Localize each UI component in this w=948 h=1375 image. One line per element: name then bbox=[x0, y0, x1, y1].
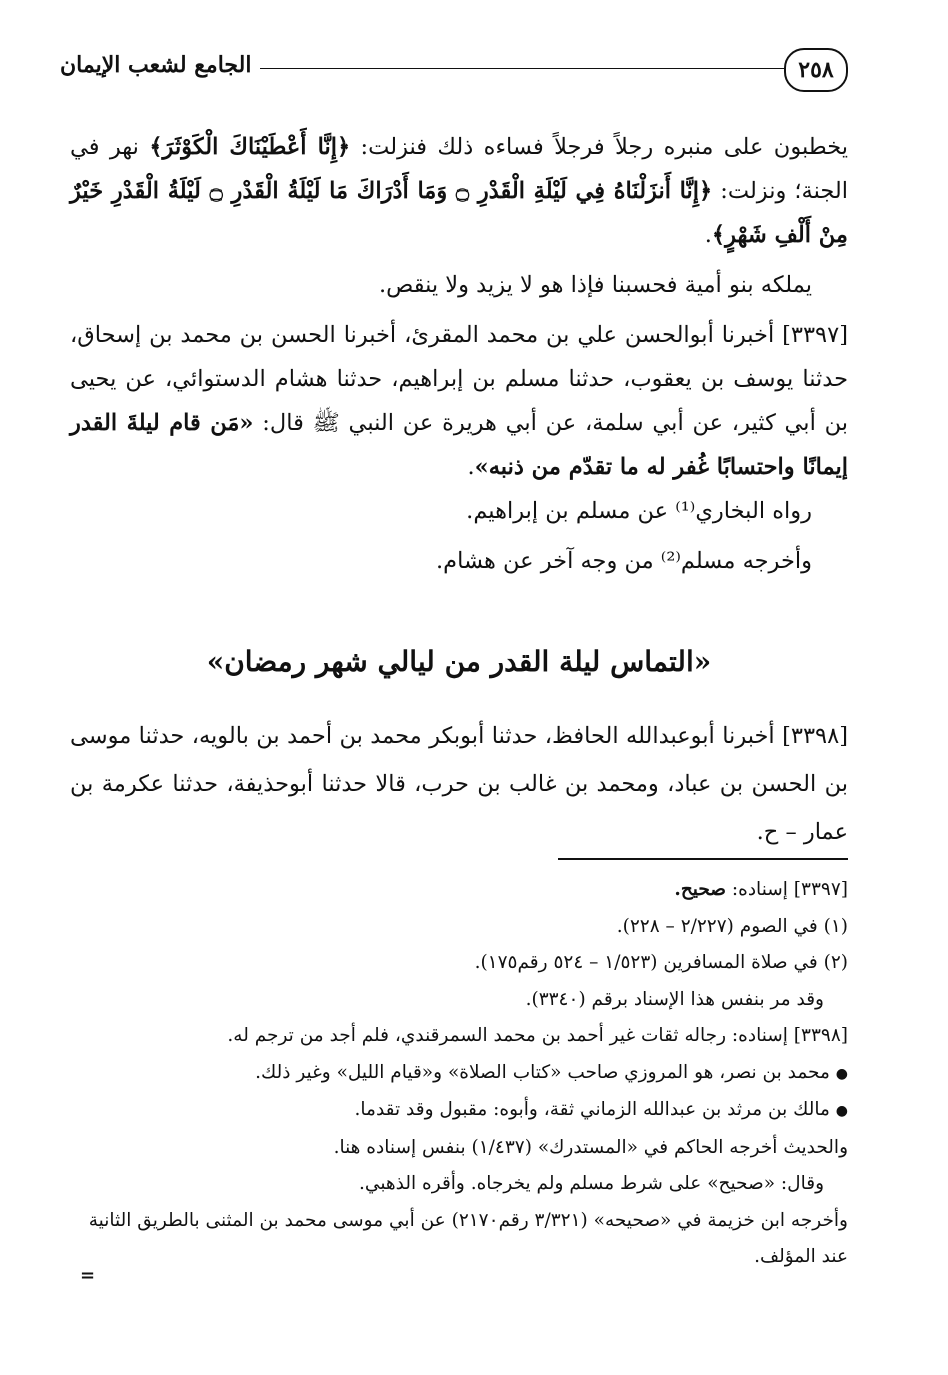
text-span: نهر في الجنة؛ ونزلت: bbox=[70, 134, 849, 204]
footnotes bbox=[70, 872, 848, 1276]
takhrij-muslim: وأخرجه مسلم⁽²⁾ من وجه آخر عن هشام. bbox=[436, 548, 812, 574]
footnote-note: وقد مر بنفس هذا الإسناد برقم (٣٣٤٠). bbox=[525, 988, 824, 1010]
footnote-hakim: والحديث أخرجه الحاكم في «المستدرك» (١/٤٣٧) بنفس إسناده هنا. bbox=[333, 1136, 848, 1158]
paragraph-1 bbox=[70, 125, 848, 257]
footnote-rule bbox=[558, 858, 848, 860]
text-span: مالك بن مرثد بن عبدالله الزماني ثقة، وأبوه: مقبول وقد تقدما. bbox=[354, 1099, 830, 1120]
text-span: . bbox=[467, 454, 475, 480]
text-span: . bbox=[704, 222, 712, 248]
grading: صحيح. bbox=[674, 879, 727, 900]
text-span: يخطبون على منبره رجلاً فرجلاً فساءه ذلك فنزلت: bbox=[350, 134, 848, 160]
footnote-dhahabi: وقال: «صحيح» على شرط مسلم ولم يخرجاه. وأقره الذهبي. bbox=[359, 1173, 824, 1194]
hadith-3397 bbox=[70, 313, 848, 489]
header-rule bbox=[260, 68, 786, 69]
hadith-text: «مَن قام ليلةَ القدر إيمانًا واحتسابًا غُفر له ما تقدّم من ذنبه» bbox=[70, 410, 848, 480]
running-title: الجامع لشعب الإيمان bbox=[60, 52, 252, 78]
section-title: «التماس ليلة القدر من ليالي شهر رمضان» bbox=[206, 645, 712, 678]
footnote-bullet-1 bbox=[70, 1055, 848, 1093]
bullet-icon: ● bbox=[835, 1065, 848, 1082]
hadith-3398: [٣٣٩٨] أخبرنا أبوعبدالله الحافظ، حدثنا أبوبكر محمد بن أحمد بن بالويه، حدثنا موسى بن الحسن بن عباد، ومحمد بن غالب بن حرب، قالا حدثنا أبوحذيفة، حدثنا عكرمة بن عمار – ح. bbox=[70, 723, 848, 845]
footnote-khuzaymah: وأخرجه ابن خزيمة في «صحيحه» (٣/٣٢١ رقم٢١٧٠) عن أبي موسى محمد بن المثنى بالطريق الثانية عند المؤلف. bbox=[88, 1209, 848, 1267]
bullet-icon: ● bbox=[835, 1103, 848, 1119]
page-number: ٢٥٨ bbox=[784, 48, 848, 92]
paragraph-2: يملكه بنو أمية فحسبنا فإذا هو لا يزيد ولا ينقص. bbox=[379, 272, 812, 298]
text-span: [٣٣٩٧] أخبرنا أبوالحسن علي بن محمد المقرئ، أخبرنا الحسن بن محمد بن إسحاق، حدثنا يوسف بن يعقوب، حدثنا مسلم بن إبراهيم، حدثنا هشام الدستوائي، عن يحيى بن أبي كثير، عن أبي سلمة، عن أبي هريرة عن النبي ﷺ قال: bbox=[70, 322, 848, 436]
takhrij-bukhari: رواه البخاري⁽¹⁾ عن مسلم بن إبراهيم. bbox=[466, 498, 812, 524]
footnote-1: (١) في الصوم (٢/٢٢٧ – ٢٢٨). bbox=[616, 915, 848, 937]
footnote-2: (٢) في صلاة المسافرين (١/٥٢٣ – ٥٢٤ رقم١٧٥). bbox=[474, 952, 848, 973]
text-span: [٣٣٩٧] إسناده: bbox=[726, 879, 848, 900]
continues-mark: = bbox=[80, 1265, 96, 1286]
main-text-2 bbox=[70, 712, 848, 856]
main-text bbox=[70, 125, 848, 583]
quran-verse-1: ﴿إِنَّا أَعْطَيْنَاكَ الْكَوْثَرَ﴾ bbox=[149, 134, 351, 160]
page-header bbox=[60, 48, 848, 98]
text-span: محمد بن نصر، هو المروزي صاحب «كتاب الصلاة» و«قيام الليل» وغير ذلك. bbox=[255, 1061, 830, 1083]
footnote-bullet-2 bbox=[70, 1092, 848, 1130]
quran-verse-2: ﴿إِنَّا أَنزَلْنَاهُ فِي لَيْلَةِ الْقَدْرِ ۝ وَمَا أَدْرَاكَ مَا لَيْلَةُ الْقَدْرِ ۝ لَيْلَةُ الْقَدْرِ خَيْرٌ مِنْ أَلْفِ شَهْرٍ﴾ bbox=[70, 178, 848, 248]
footnote-3397 bbox=[70, 872, 848, 909]
footnote-3398: [٣٣٩٨] إسناده: رجاله ثقات غير أحمد بن محمد السمرقندي، فلم أجد من ترجم له. bbox=[227, 1025, 848, 1046]
